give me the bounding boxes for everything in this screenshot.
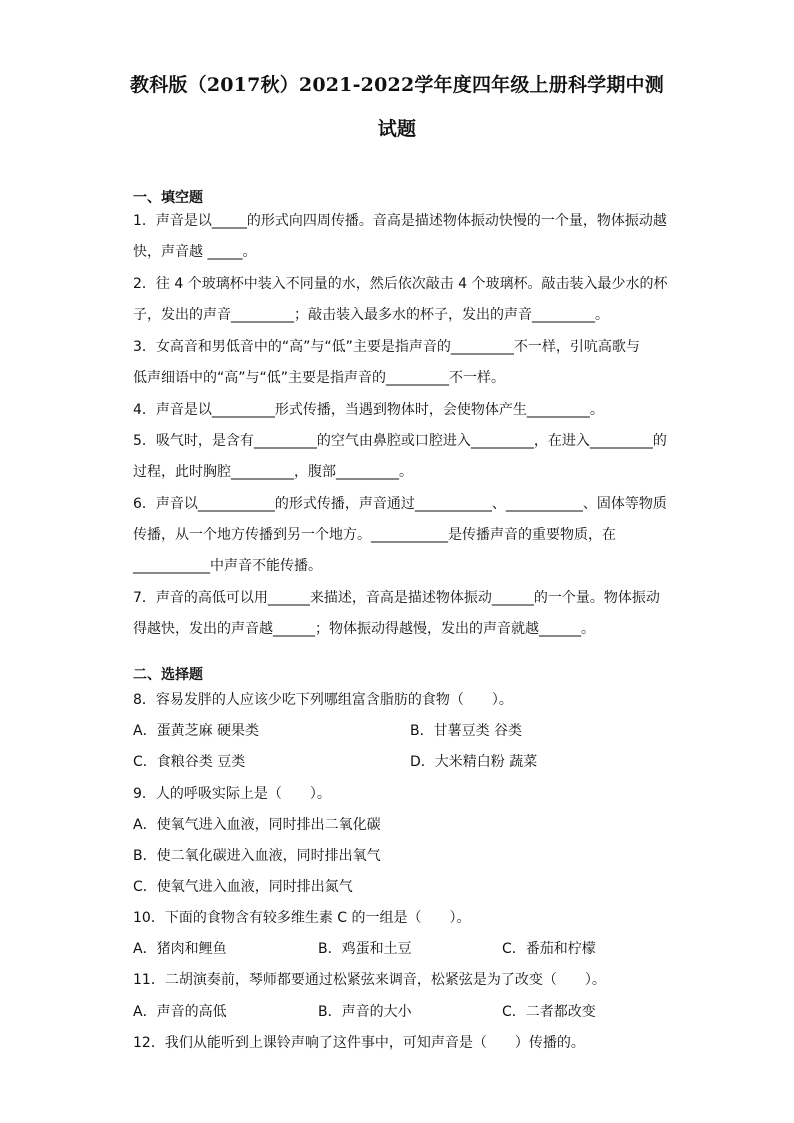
- question-8-option-a: A．蛋黄芝麻 硬果类: [133, 723, 260, 739]
- question-line: 得越快，发出的声音越______；物体振动得越慢，发出的声音就越______。: [133, 621, 595, 637]
- question-9-stem: 9．人的呼吸实际上是（ ）。: [133, 786, 331, 802]
- question-10-option-c: C．番茄和柠檬: [502, 941, 596, 957]
- question-line: 3．女高音和男低音中的“高”与“低”主要是指声音的_________不一样，引吭高歌与: [133, 339, 640, 355]
- question-line: ___________中声音不能传播。: [133, 558, 322, 574]
- question-line: 6．声音以___________的形式传播，声音通过___________、___________、固体等物质: [133, 496, 667, 512]
- question-line: 低声细语中的“高”与“低”主要是指声音的_________不一样。: [133, 370, 506, 386]
- question-8-option-b: B．甘薯豆类 谷类: [410, 723, 523, 739]
- question-9-option-a: A．使氧气进入血液，同时排出二氧化碳: [133, 817, 381, 833]
- question-line: 过程，此时胸腔_________，腹部_________。: [133, 464, 413, 480]
- question-line: 4．声音是以_________形式传播，当遇到物体时，会使物体产生_________。: [133, 402, 604, 418]
- question-line: 7．声音的高低可以用______来描述，音高是描述物体振动______的一个量。物体振动: [133, 590, 660, 606]
- question-8-stem: 8．容易发胖的人应该少吃下列哪组富含脂肪的食物（ ）。: [133, 692, 513, 708]
- question-line: 2．往 4 个玻璃杯中装入不同量的水，然后依次敲击 4 个玻璃杯。敲击装入最少水的杯: [133, 276, 668, 292]
- question-8-option-c: C．食粮谷类 豆类: [133, 754, 246, 770]
- question-11-stem: 11．二胡演奏前，琴师都要通过松紧弦来调音，松紧弦是为了改变（ ）。: [133, 972, 606, 988]
- exam-title: 教科版（2017秋）2021-2022学年度四年级上册科学期中测: [130, 74, 664, 96]
- question-8-option-d: D．大米精白粉 蔬菜: [410, 754, 538, 770]
- question-line: 快，声音越 _____。: [133, 244, 257, 260]
- section-heading-multiple-choice: 二、选择题: [133, 667, 203, 683]
- question-11-option-a: A．声音的高低: [133, 1004, 227, 1020]
- question-line: 传播，从一个地方传播到另一个地方。___________是传播声音的重要物质，在: [133, 527, 616, 543]
- question-line: 子，发出的声音_________；敲击装入最多水的杯子，发出的声音_________。: [133, 307, 609, 323]
- question-10-option-b: B．鸡蛋和土豆: [318, 941, 412, 957]
- question-10-stem: 10．下面的食物含有较多维生素 C 的一组是（ ）。: [133, 910, 471, 926]
- question-11-option-c: C．二者都改变: [502, 1004, 596, 1020]
- section-heading-fill-blank: 一、填空题: [133, 190, 203, 206]
- question-11-option-b: B．声音的大小: [318, 1004, 412, 1020]
- question-line: 5．吸气时，是含有_________的空气由鼻腔或口腔进入_________，在进入_________的: [133, 433, 667, 449]
- question-12-stem: 12．我们从能听到上课铃声响了这件事中，可知声音是（ ）传播的。: [133, 1035, 585, 1051]
- question-9-option-c: C．使氧气进入血液，同时排出氮气: [133, 879, 353, 895]
- question-line: 1．声音是以_____的形式向四周传播。音高是描述物体振动快慢的一个量，物体振动越: [133, 213, 667, 229]
- question-9-option-b: B．使二氧化碳进入血液，同时排出氧气: [133, 848, 381, 864]
- exam-title-continued: 试题: [377, 118, 417, 140]
- question-10-option-a: A．猪肉和鲤鱼: [133, 941, 227, 957]
